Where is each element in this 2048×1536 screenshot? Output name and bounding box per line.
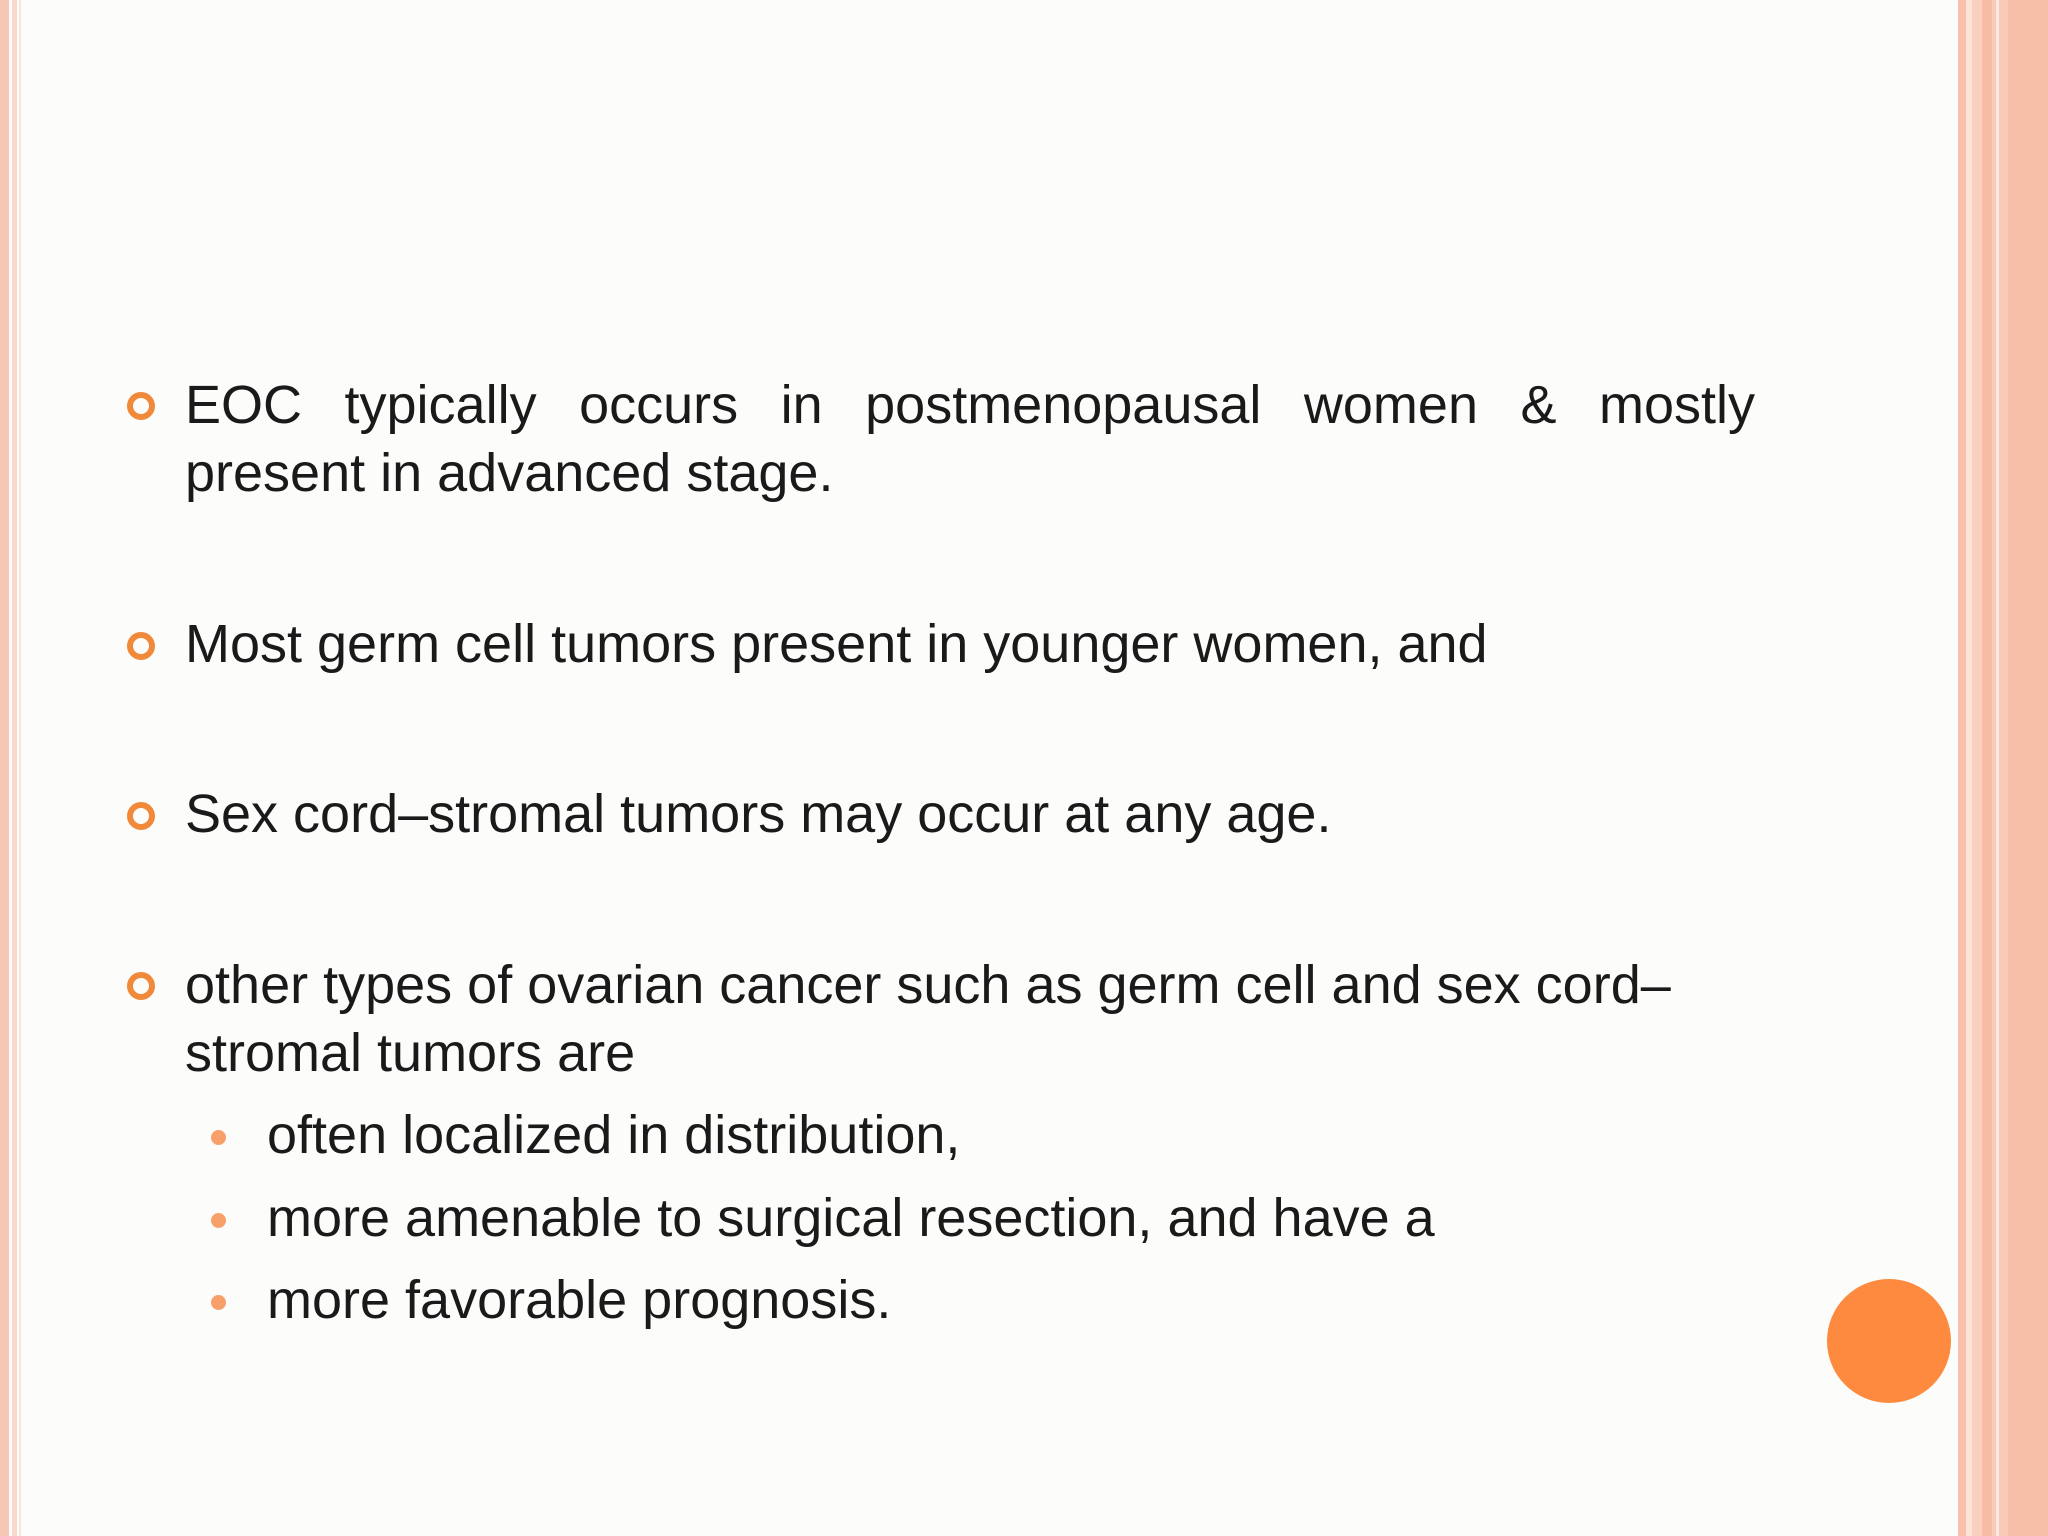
sub-item-2: more amenable to surgical resection, and have a: [267, 1188, 1435, 1248]
ring-bullet-icon: [127, 632, 155, 660]
dot-bullet-icon: [211, 1130, 226, 1145]
ring-bullet-icon: [127, 802, 155, 830]
sub-item-1: often localized in distribution,: [267, 1105, 961, 1165]
bullet-text-1: EOC typically occurs in postmenopausal women & mostly present in advanced stage.: [185, 375, 1755, 503]
bullet-text-4: other types of ovarian cancer such as germ cell and sex cord– stromal tumors are: [185, 955, 1671, 1083]
ring-bullet-icon: [127, 392, 155, 420]
bullet-text-3: Sex cord–stromal tumors may occur at any age.: [185, 784, 1332, 844]
bullet-text-2: Most germ cell tumors present in younger women, and: [185, 614, 1488, 674]
dot-bullet-icon: [211, 1295, 226, 1310]
sub-item-3: more favorable prognosis.: [267, 1270, 892, 1330]
ring-bullet-icon: [127, 972, 155, 1000]
dot-bullet-icon: [211, 1213, 226, 1228]
